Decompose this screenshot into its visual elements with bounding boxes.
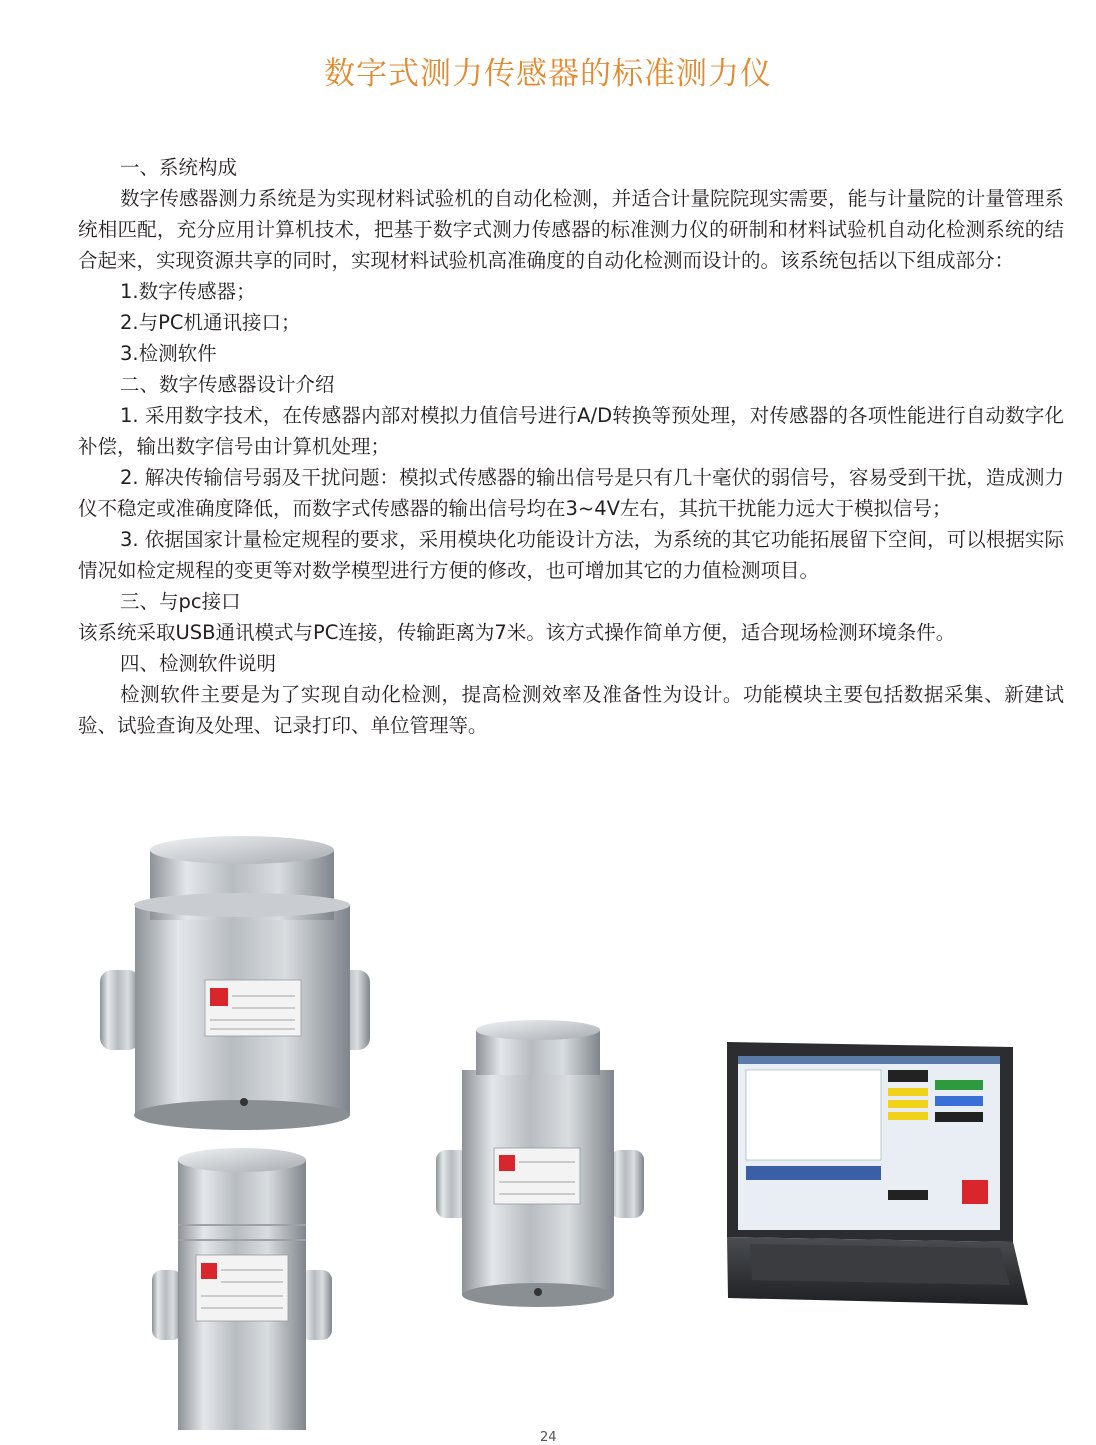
sensor-and-laptop-illustration — [0, 830, 1096, 1443]
paragraph: 四、检测软件说明 — [120, 652, 277, 675]
page-title: 数字式测力传感器的标准测力仪 — [324, 56, 772, 92]
paragraph: 3. 依据国家计量检定规程的要求，采用模块化功能设计方法，为系统的其它功能拓展留下空间，可以根据实际情况如检定规程的变更等对数学模型进行方便的修改，也可增加其它的力值检测项目。 — [78, 528, 1064, 582]
body-text — [78, 152, 1064, 741]
paragraph: 1. 采用数字技术，在传感器内部对模拟力值信号进行A/D转换等预处理，对传感器的各项性能进行自动数字化补偿，输出数字信号由计算机处理； — [78, 404, 1064, 458]
paragraph: 三、与pc接口 — [120, 590, 241, 613]
page-number: 24 — [540, 1430, 557, 1445]
paragraph: 一、系统构成 — [120, 156, 238, 179]
sensor-medium — [436, 1020, 644, 1307]
paragraph: 检测软件主要是为了实现自动化检测，提高检测效率及准备性为设计。功能模块主要包括数据采集、新建试验、试验查询及处理、记录打印、单位管理等。 — [78, 683, 1064, 737]
paragraph: 1.数字传感器； — [120, 280, 256, 303]
paragraph: 该系统采取USB通讯模式与PC连接，传输距离为7米。该方式操作简单方便，适合现场检测环境条件。 — [78, 621, 956, 644]
sensor-small — [152, 1148, 332, 1430]
paragraph: 数字传感器测力系统是为实现材料试验机的自动化检测，并适合计量院院现实需要，能与计量院的计量管理系统相匹配，充分应用计算机技术，把基于数字式测力传感器的标准测力仪的研制和材料试验机自动化检测系统的结合起来，实现资源共享的同时，实现材料试验机高准确度的自动化检测而设计的。该系统包括以下组成部分： — [78, 187, 1064, 272]
laptop — [727, 1042, 1028, 1305]
paragraph: 2. 解决传输信号弱及干扰问题：模拟式传感器的输出信号是只有几十毫伏的弱信号，容易受到干扰，造成测力仪不稳定或准确度降低，而数字式传感器的输出信号均在3~4V左右，其抗干扰能力远大于模拟信号； — [78, 466, 1064, 520]
sensor-large — [100, 836, 370, 1130]
paragraph: 2.与PC机通讯接口； — [120, 311, 301, 334]
paragraph: 二、数字传感器设计介绍 — [120, 373, 335, 396]
paragraph: 3.检测软件 — [120, 342, 217, 365]
product-photos — [0, 830, 1096, 1443]
